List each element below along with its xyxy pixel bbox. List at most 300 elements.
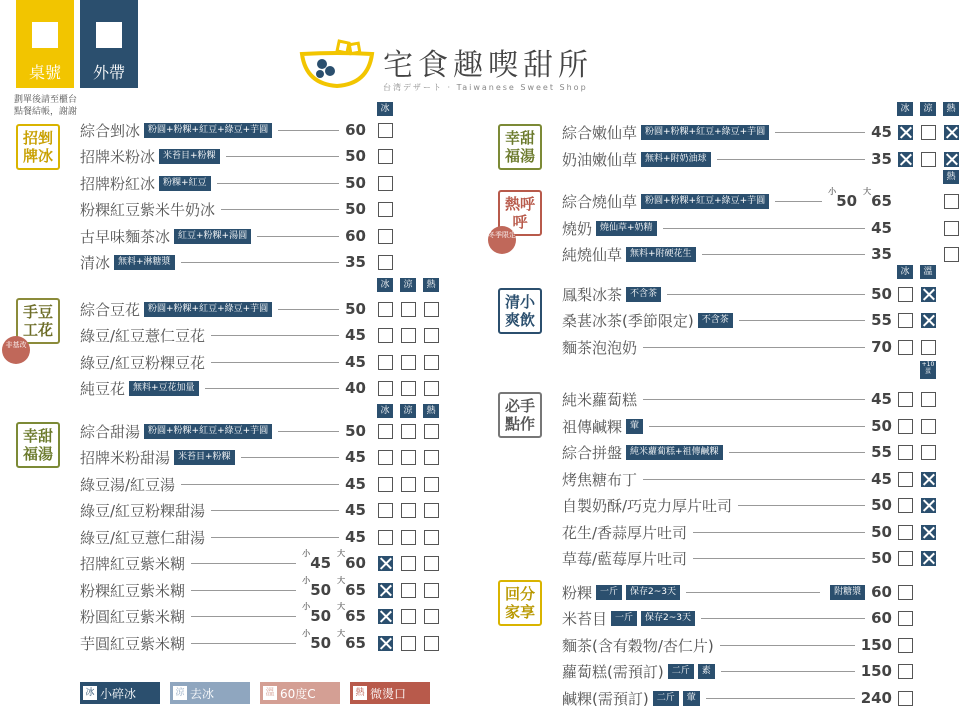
item-tag: 附糖漿 (830, 585, 865, 600)
option-checkbox[interactable] (401, 424, 416, 439)
unavailable-option-box (921, 498, 936, 513)
item-price-large: $^大$65 (337, 576, 366, 599)
item-name: 祖傳鹹粿 (562, 417, 623, 436)
option-checkbox[interactable] (898, 525, 913, 540)
item-tag: 一斤 (596, 585, 622, 600)
item-price: 45 (345, 448, 366, 466)
left-menu-item (80, 498, 366, 522)
item-price: 50 (871, 523, 892, 541)
option-checkbox[interactable] (378, 530, 393, 545)
leader-line (738, 505, 865, 506)
item-name: 奶油嫩仙草 (562, 150, 638, 169)
unavailable-option-box (378, 609, 393, 624)
option-checkbox[interactable] (401, 503, 416, 518)
right-menu-item (562, 467, 892, 491)
item-tag: 粉圓+粉粿+紅豆+綠豆+芋圓 (641, 194, 769, 209)
leader-line (257, 236, 339, 237)
option-checkbox[interactable] (378, 255, 393, 270)
option-checkbox[interactable] (424, 381, 439, 396)
option-checkbox[interactable] (898, 611, 913, 626)
item-tag: 紅豆+粉粿+湯圓 (174, 229, 251, 244)
item-price: 35 (345, 253, 366, 271)
item-price: 60 (871, 583, 892, 601)
right-menu-item (562, 147, 892, 171)
item-tag: 燒仙草+奶精 (596, 221, 657, 236)
option-checkbox[interactable] (378, 355, 393, 370)
option-checkbox[interactable] (378, 123, 393, 138)
option-checkbox[interactable] (378, 477, 393, 492)
option-checkbox[interactable] (401, 556, 416, 571)
leader-line (191, 643, 296, 644)
item-tag: 葷 (626, 419, 643, 434)
leader-line (217, 183, 340, 184)
leader-line (702, 254, 866, 255)
item-tag: 粉粿+紅豆 (159, 176, 211, 191)
leader-line (663, 228, 866, 229)
item-name: 純燒仙草 (562, 245, 623, 264)
header-warm: 溫 (920, 265, 936, 279)
item-tag: 粉圓+粉粿+紅豆+綠豆+芋圓 (641, 125, 769, 140)
item-tag: 一斤 (611, 611, 637, 626)
item-tag: 無料+淋糖漿 (114, 255, 175, 270)
option-checkbox[interactable] (898, 585, 913, 600)
item-name: 燒奶 (562, 219, 593, 238)
option-checkbox[interactable] (401, 355, 416, 370)
option-checkbox[interactable] (378, 229, 393, 244)
unavailable-option-box (944, 125, 959, 140)
header-cool: 涼 (400, 404, 416, 418)
unavailable-option-box (378, 556, 393, 571)
option-checkbox[interactable] (401, 477, 416, 492)
item-name: 綜合燒仙草 (562, 192, 638, 211)
leader-line (693, 532, 865, 533)
item-name: 招牌紅豆紫米糊 (80, 554, 186, 573)
option-checkbox[interactable] (898, 551, 913, 566)
option-checkbox[interactable] (944, 247, 959, 262)
item-name: 綜合甜湯 (80, 422, 141, 441)
takeout-checkbox[interactable] (96, 22, 122, 48)
legend-icon: 涼 (173, 686, 187, 700)
item-name: 招牌米粉甜湯 (80, 448, 171, 467)
category-sweet-soup: 幸甜 福湯 (16, 422, 60, 468)
item-price: 45 (871, 123, 892, 141)
item-price-small: $^小$50 (828, 187, 858, 210)
item-price: 45 (871, 390, 892, 408)
item-name: 招牌米粉冰 (80, 147, 156, 166)
leader-line (221, 209, 339, 210)
item-price: 45 (871, 470, 892, 488)
item-price: 45 (345, 528, 366, 546)
option-checkbox[interactable] (898, 445, 913, 460)
takeout-tab[interactable] (80, 0, 138, 88)
item-name: 綠豆湯/紅豆湯 (80, 475, 176, 494)
right-menu-item (562, 414, 892, 438)
item-price: 50 (871, 285, 892, 303)
option-checkbox[interactable] (424, 609, 439, 624)
category-must-eat: 必手 點作 (498, 392, 542, 438)
option-checkbox[interactable] (424, 328, 439, 343)
item-name: 花生/香蒜厚片吐司 (562, 523, 688, 542)
left-menu-item (80, 171, 366, 195)
category-handmade-tofu: 手豆 工花 (16, 298, 60, 344)
item-name: 綜合嫩仙草 (562, 123, 638, 142)
order-note (14, 94, 77, 118)
right-menu-item (562, 335, 892, 359)
item-name: 桑葚冰茶(季節限定) (562, 311, 694, 330)
item-name: 純米蘿蔔糕 (562, 390, 638, 409)
option-checkbox[interactable] (898, 340, 913, 355)
left-menu-item (80, 297, 366, 321)
item-name: 自製奶酥/巧克力厚片吐司 (562, 496, 733, 515)
right-menu-item (562, 308, 892, 332)
leader-line (643, 399, 865, 400)
dine-in-label: 桌號 (28, 63, 61, 82)
left-menu-item (80, 224, 366, 248)
item-price: 45 (871, 219, 892, 237)
option-checkbox[interactable] (424, 636, 439, 651)
option-checkbox[interactable] (401, 530, 416, 545)
option-checkbox[interactable] (378, 202, 393, 217)
item-name: 綠豆/紅豆薏仁甜湯 (80, 528, 206, 547)
option-checkbox[interactable] (424, 556, 439, 571)
legend-icon: 溫 (263, 686, 277, 700)
unavailable-option-box (921, 313, 936, 328)
item-tag: 不含茶 (698, 313, 733, 328)
item-price: 50 (345, 300, 366, 318)
left-menu-item (80, 350, 366, 374)
legend-item (350, 682, 430, 704)
option-checkbox[interactable] (424, 530, 439, 545)
item-price-large: $^大$65 (337, 602, 366, 625)
item-name: 芋圓紅豆紫米糊 (80, 634, 186, 653)
category-signature-ice: 招剉 牌冰 (16, 124, 60, 170)
leader-line (717, 159, 866, 160)
unavailable-option-box (921, 472, 936, 487)
item-price: 60 (345, 121, 366, 139)
item-name: 草莓/藍莓厚片吐司 (562, 549, 688, 568)
option-checkbox[interactable] (921, 392, 936, 407)
header-ice: 冰 (377, 278, 393, 292)
unavailable-option-box (944, 152, 959, 167)
leader-line (241, 457, 340, 458)
left-menu-item (80, 197, 366, 221)
option-checkbox[interactable] (921, 125, 936, 140)
item-tag: 二斤 (653, 691, 679, 706)
leader-line (686, 592, 820, 593)
leader-line (211, 335, 339, 336)
leader-line (211, 510, 339, 511)
leader-line (211, 537, 339, 538)
right-menu-item (562, 440, 892, 464)
left-menu-item (80, 144, 366, 168)
left-menu-item (80, 376, 366, 400)
option-checkbox[interactable] (401, 328, 416, 343)
item-name: 綜合剉冰 (80, 121, 141, 140)
left-menu-item (80, 631, 366, 655)
leader-line (191, 563, 296, 564)
category-drinks: 清小 爽飲 (498, 288, 542, 334)
header-ice: 冰 (377, 102, 393, 116)
option-checkbox[interactable] (401, 450, 416, 465)
item-name: 粉圓紅豆紫米糊 (80, 607, 186, 626)
leader-line (205, 388, 340, 389)
option-checkbox[interactable] (424, 424, 439, 439)
right-menu-item (562, 686, 892, 710)
leader-line (739, 320, 865, 321)
option-checkbox[interactable] (898, 313, 913, 328)
category-grass-jelly: 幸甜 福湯 (498, 124, 542, 170)
unavailable-option-box (921, 287, 936, 302)
item-tag: 無料+附硬花生 (626, 247, 696, 262)
item-name: 粉粿紅豆紫米牛奶冰 (80, 200, 216, 219)
item-price: 240 (860, 689, 892, 707)
legend-text: 去冰 (190, 686, 215, 701)
option-checkbox[interactable] (401, 636, 416, 651)
item-tag: 純米蘿蔔糕+祖傳鹹粿 (626, 445, 723, 460)
unavailable-option-box (921, 525, 936, 540)
legend-icon: 冰 (83, 686, 97, 700)
option-checkbox[interactable] (424, 450, 439, 465)
order-note-line: 點餐結帳，謝謝 (14, 107, 78, 117)
leader-line (226, 156, 340, 157)
option-checkbox[interactable] (898, 472, 913, 487)
right-menu-item (562, 120, 892, 144)
unavailable-option-box (378, 583, 393, 598)
leader-line (181, 484, 339, 485)
option-checkbox[interactable] (401, 583, 416, 598)
item-price-small: $^小$45 (302, 549, 332, 572)
option-checkbox[interactable] (401, 302, 416, 317)
legend-text: 60度C (280, 686, 316, 701)
leader-line (701, 618, 865, 619)
item-name: 招牌粉紅冰 (80, 174, 156, 193)
order-note-line: 劃單後請至櫃台 (14, 95, 78, 105)
item-price: 55 (871, 311, 892, 329)
item-name: 蘿蔔糕(需預訂) (562, 662, 664, 681)
option-checkbox[interactable] (921, 445, 936, 460)
right-menu-item (562, 282, 892, 306)
right-menu-item (562, 659, 892, 683)
item-tag: 保存2~3天 (626, 585, 680, 600)
option-checkbox[interactable] (378, 176, 393, 191)
item-price: 45 (345, 326, 366, 344)
leader-line (643, 347, 865, 348)
leader-line (191, 616, 296, 617)
option-checkbox[interactable] (378, 302, 393, 317)
header-cool: 涼 (920, 102, 936, 116)
item-name: 清冰 (80, 253, 111, 272)
leader-line (181, 262, 340, 263)
option-checkbox[interactable] (921, 340, 936, 355)
option-checkbox[interactable] (921, 152, 936, 167)
header-ice: 冰 (377, 404, 393, 418)
option-checkbox[interactable] (401, 381, 416, 396)
item-tag: 米苔目+粉粿 (174, 450, 235, 465)
legend-icon: 熱 (353, 686, 367, 700)
left-menu-item (80, 323, 366, 347)
item-name: 綜合拼盤 (562, 443, 623, 462)
right-menu-item (562, 387, 892, 411)
left-menu-item (80, 525, 366, 549)
leader-line (721, 671, 855, 672)
option-checkbox[interactable] (921, 419, 936, 434)
option-checkbox[interactable] (898, 664, 913, 679)
option-checkbox[interactable] (944, 221, 959, 236)
header-add-egg: +10 蛋 (920, 361, 936, 379)
item-price: 50 (871, 496, 892, 514)
leader-line (667, 294, 865, 295)
non-gmo-seal: 非基改 (2, 336, 30, 364)
header-cool: 涼 (400, 278, 416, 292)
left-menu-item (80, 578, 366, 602)
item-price-small: $^小$50 (302, 629, 332, 652)
item-price-small: $^小$50 (302, 576, 332, 599)
item-name: 綠豆/紅豆粉粿甜湯 (80, 501, 206, 520)
leader-line (720, 645, 855, 646)
header-ice: 冰 (897, 265, 913, 279)
item-tag: 粉圓+粉粿+紅豆+綠豆+芋圓 (144, 424, 272, 439)
option-checkbox[interactable] (424, 503, 439, 518)
header-hot: 熱 (943, 102, 959, 116)
option-checkbox[interactable] (378, 450, 393, 465)
leader-line (278, 130, 339, 131)
item-price: 70 (871, 338, 892, 356)
leader-line (643, 479, 865, 480)
legend-item (260, 682, 340, 704)
right-menu-item (562, 633, 892, 657)
item-price: 60 (871, 609, 892, 627)
option-checkbox[interactable] (424, 583, 439, 598)
bowl-logo-icon (298, 38, 376, 90)
item-name: 粉粿 (562, 583, 593, 602)
option-checkbox[interactable] (898, 287, 913, 302)
leader-line (278, 431, 339, 432)
dine-in-tab[interactable] (16, 0, 74, 88)
item-price: 50 (345, 174, 366, 192)
left-menu-item (80, 118, 366, 142)
dine-in-checkbox[interactable] (32, 22, 58, 48)
shop-subtitle: 台湾デザート · Taiwanese Sweet Shop (383, 83, 588, 92)
item-price: 150 (860, 662, 892, 680)
item-name: 古早味麵茶冰 (80, 227, 171, 246)
item-name: 粉粿紅豆紫米糊 (80, 581, 186, 600)
right-menu-item (562, 216, 892, 240)
category-hot: 熱呼 呼 (498, 190, 542, 236)
option-checkbox[interactable] (944, 194, 959, 209)
item-tag: 粉圓+粉粿+紅豆+綠豆+芋圓 (144, 302, 272, 317)
item-name: 綠豆/紅豆薏仁豆花 (80, 326, 206, 345)
item-name: 鳳梨冰茶 (562, 285, 623, 304)
right-menu-item (562, 606, 892, 630)
item-price: 50 (345, 200, 366, 218)
option-checkbox[interactable] (401, 609, 416, 624)
item-name: 綜合豆花 (80, 300, 141, 319)
option-checkbox[interactable] (898, 392, 913, 407)
left-menu-item (80, 250, 366, 274)
item-price: 50 (345, 422, 366, 440)
item-price-large: $^大$65 (863, 187, 892, 210)
item-tag: 無料+豆花加量 (129, 381, 199, 396)
leader-line (775, 132, 865, 133)
item-name: 麵茶泡泡奶 (562, 338, 638, 357)
item-price: 60 (345, 227, 366, 245)
item-name: 米苔目 (562, 609, 608, 628)
option-checkbox[interactable] (898, 498, 913, 513)
item-price-large: $^大$65 (337, 629, 366, 652)
item-name: 麵茶(含有穀物/杏仁片) (562, 636, 714, 655)
item-price: 45 (345, 501, 366, 519)
winter-limited-seal: 冬季限定 (488, 226, 516, 254)
leader-line (775, 201, 822, 202)
option-checkbox[interactable] (898, 691, 913, 706)
left-menu-item (80, 551, 366, 575)
leader-line (649, 426, 865, 427)
option-checkbox[interactable] (378, 424, 393, 439)
item-tag: 素 (698, 664, 715, 679)
header-ice: 冰 (897, 102, 913, 116)
leader-line (211, 362, 339, 363)
option-checkbox[interactable] (898, 638, 913, 653)
option-checkbox[interactable] (378, 381, 393, 396)
option-checkbox[interactable] (378, 503, 393, 518)
leader-line (278, 309, 339, 310)
option-checkbox[interactable] (898, 419, 913, 434)
item-tag: 粉圓+粉粿+紅豆+綠豆+芋圓 (144, 123, 272, 138)
left-menu-item (80, 472, 366, 496)
item-price: 45 (345, 353, 366, 371)
item-price: 150 (860, 636, 892, 654)
item-name: 純豆花 (80, 379, 126, 398)
shop-name: 宅食趣喫甜所 (383, 48, 593, 83)
item-name: 鹹粿(需預訂) (562, 689, 649, 708)
unavailable-option-box (898, 125, 913, 140)
option-checkbox[interactable] (424, 355, 439, 370)
item-price: 55 (871, 443, 892, 461)
right-menu-item (562, 546, 892, 570)
left-menu-item (80, 419, 366, 443)
item-price: 50 (345, 147, 366, 165)
legend-item (80, 682, 160, 704)
legend-text: 小碎冰 (100, 686, 137, 701)
option-checkbox[interactable] (378, 149, 393, 164)
item-tag: 葷 (683, 691, 700, 706)
header-hot: 熱 (943, 170, 959, 184)
header-hot: 熱 (423, 404, 439, 418)
right-menu-item (562, 520, 892, 544)
legend-text: 微燙口 (370, 686, 407, 701)
unavailable-option-box (898, 152, 913, 167)
item-tag: 不含茶 (626, 287, 661, 302)
item-price-small: $^小$50 (302, 602, 332, 625)
item-tag: 保存2~3天 (641, 611, 695, 626)
takeout-label: 外帶 (92, 63, 125, 82)
item-tag: 無料+附奶油球 (641, 152, 711, 167)
option-checkbox[interactable] (424, 477, 439, 492)
option-checkbox[interactable] (424, 302, 439, 317)
leader-line (729, 452, 866, 453)
right-menu-item (562, 189, 892, 213)
left-menu-item (80, 445, 366, 469)
option-checkbox[interactable] (378, 328, 393, 343)
item-price: 35 (871, 245, 892, 263)
item-tag: 二斤 (668, 664, 694, 679)
unavailable-option-box (378, 636, 393, 651)
right-menu-item (562, 493, 892, 517)
leader-line (191, 590, 296, 591)
left-menu-item (80, 604, 366, 628)
leader-line (706, 698, 855, 699)
leader-line (693, 558, 865, 559)
